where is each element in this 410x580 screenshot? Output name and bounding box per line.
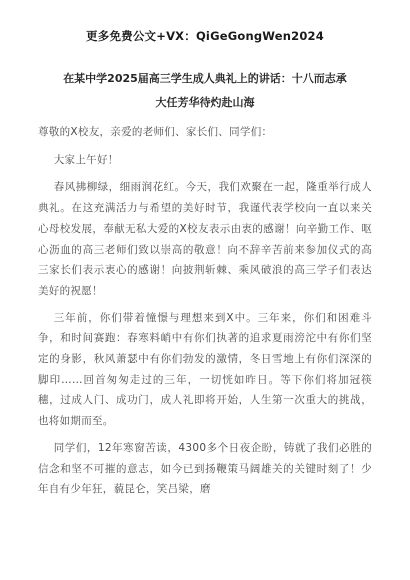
title-line-2: 大任芳华待灼赴山海: [155, 96, 255, 109]
paragraph: 同学们，12年寒窗苦读，4300多个日夜企盼，铸就了我们必胜的信念和坚不可摧的意志，如今已到扬鞭策马阔雄关的关键时刻了！少年自有少年狂，藐昆仑，笑吕梁，磨: [38, 441, 372, 496]
paragraph: 三年前，你们带着憧憬与理想来到X中。三年来，你们和困难斗争，和时间赛跑：春寒料峭中有你们执著的追求夏雨滂沱中有你们坚定的身影，秋风萧瑟中有你们勃发的激情，冬日雪地上有你们深深的脚印……回首匆匆走过的三年，一切恍如昨日。等下你们将加冠筷穗，过成人门、成功门，成人礼即将开始，人生第一次重大的挑战，也将如期而至。: [38, 311, 372, 428]
salutation: 尊敬的X校友，亲爱的老师们、家长们、同学们：: [38, 126, 273, 138]
header-note: 更多免费公文+VX：QiGeGongWen2024: [86, 29, 324, 43]
paragraph: 春风拂柳绿，细雨润花红。今天，我们欢聚在一起，隆重举行成人典礼。在这充满活力与希望的美好时节，我谨代表学校向一直以来关心母校发展，奉献无私大爱的X校友表示由衷的感谢！向辛勤工作、呕心沥血的高三老师们致以崇高的敬意！向不辞辛苦前来参加仪式的高三家长们表示衷心的感谢！向披荆斩棘、乘风破浪的高三学子们表达美好的祝愿！: [38, 181, 372, 297]
document-body: [38, 122, 372, 506]
title-line-1: 在某中学2025届高三学生成人典礼上的讲话：十八而志承: [63, 72, 347, 85]
greeting: 大家上午好！: [53, 153, 119, 166]
document-title: [34, 67, 376, 115]
